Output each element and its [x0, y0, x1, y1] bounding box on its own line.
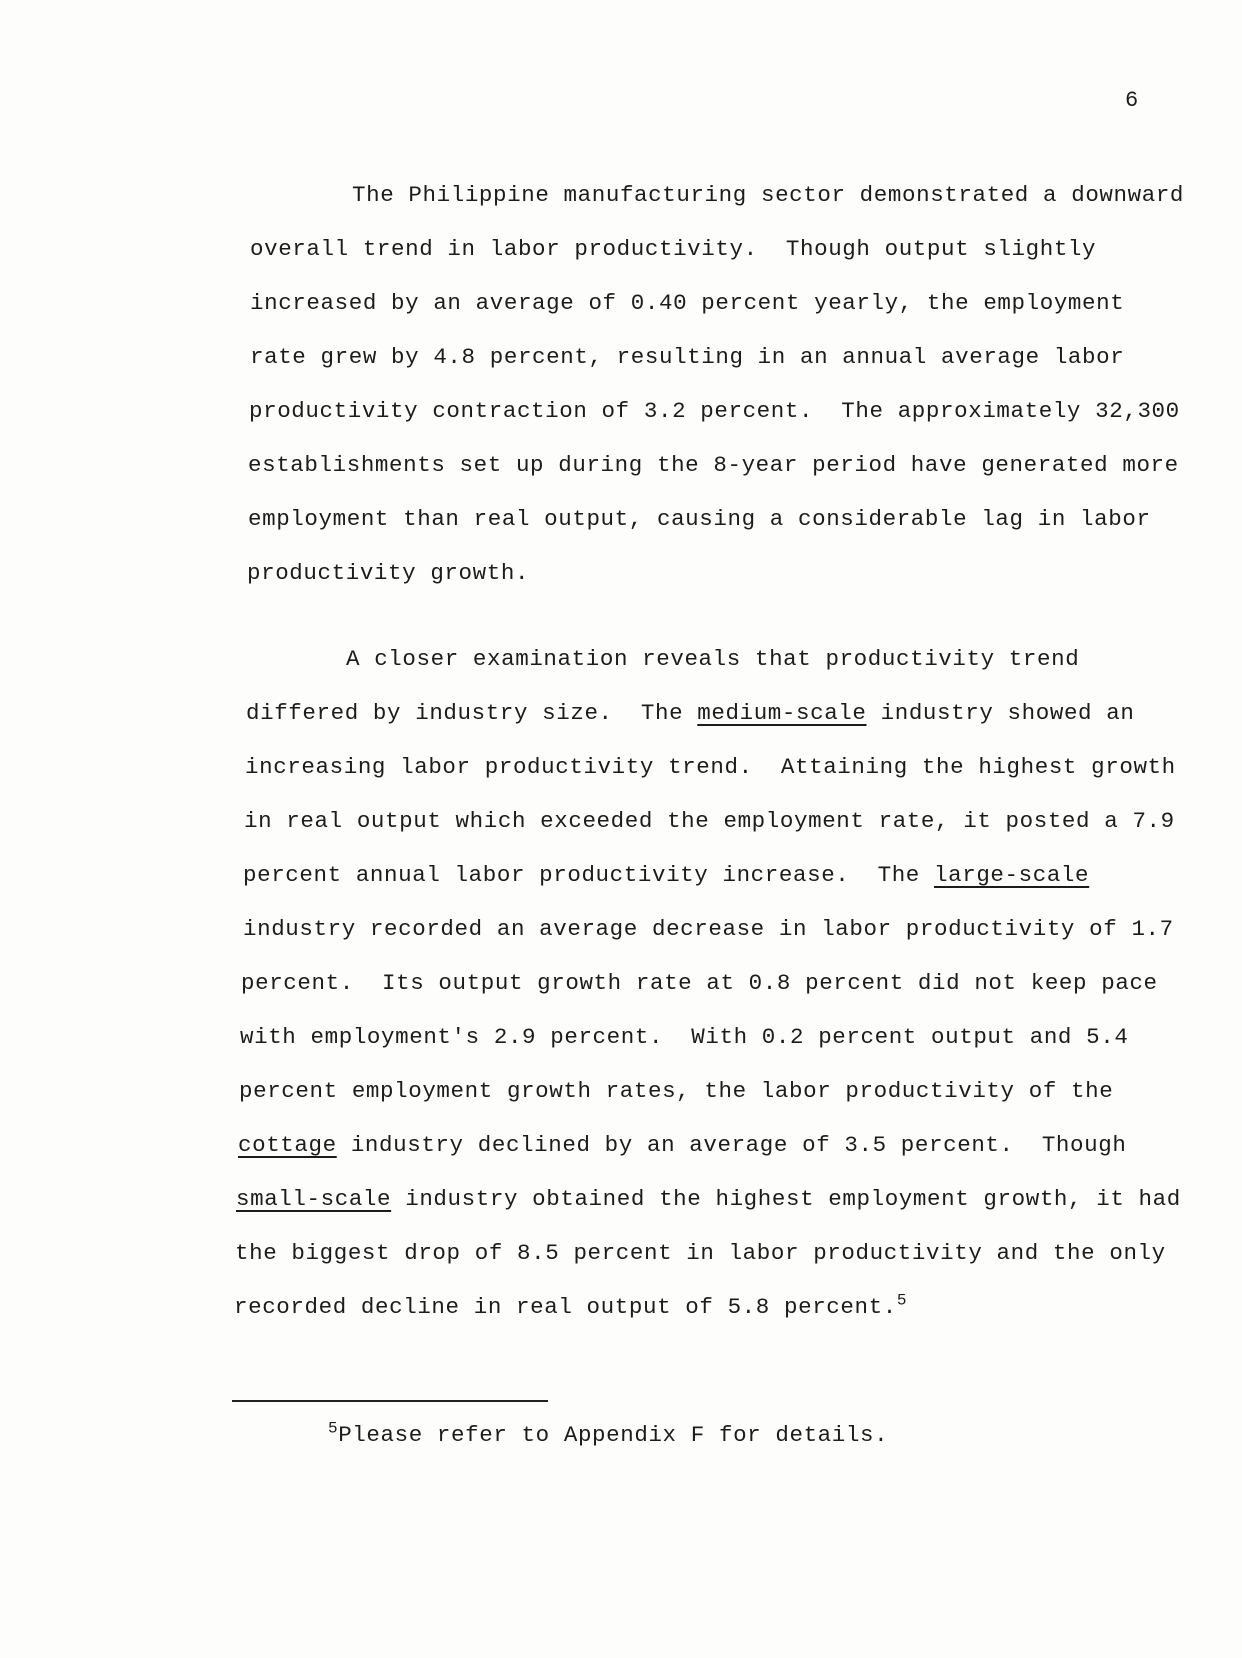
paragraph-2-line: percent annual labor productivity increase. The large-scale: [243, 862, 1090, 888]
paragraph-2-line: recorded decline in real output of 5.8 percent.$^5$: [234, 1291, 908, 1320]
paragraph-1-line: employment than real output, causing a considerable lag in labor: [248, 506, 1151, 532]
paragraph-1-line: productivity contraction of 3.2 percent. The approximately 32,300: [249, 398, 1180, 424]
underlined-term-cottage: cottage: [238, 1132, 337, 1158]
paragraph-2-line: industry recorded an average decrease in labor productivity of 1.7: [243, 916, 1174, 942]
underlined-term-small-scale: small-scale: [236, 1186, 392, 1212]
paragraph-2-line: percent. Its output growth rate at 0.8 percent did not keep pace: [241, 970, 1158, 996]
footnote-reference: 5: [896, 1291, 908, 1310]
paragraph-1-line: productivity growth.: [247, 560, 530, 586]
footnote: [328, 1419, 889, 1448]
underlined-term-large-scale: large-scale: [934, 862, 1090, 888]
footnote-text: Please refer to Appendix F for details.: [338, 1422, 889, 1448]
paragraph-1-line: rate grew by 4.8 percent, resulting in an annual average labor: [250, 344, 1125, 370]
paragraph-2-line: A closer examination reveals that productivity trend: [346, 646, 1080, 672]
paragraph-1-line: overall trend in labor productivity. Though output slightly: [250, 236, 1097, 262]
footnote-divider: [232, 1400, 548, 1402]
paragraph-2-line: differed by industry size. The medium-scale industry showed an: [246, 700, 1135, 726]
paragraph-2-line: increasing labor productivity trend. Attaining the highest growth: [245, 754, 1176, 780]
paragraph-2-line: the biggest drop of 8.5 percent in labor productivity and the only: [235, 1240, 1166, 1266]
paragraph-1-line: establishments set up during the 8-year period have generated more: [248, 452, 1179, 478]
paragraph-2-line: in real output which exceeded the employment rate, it posted a 7.9: [244, 808, 1175, 834]
footnote-marker: 5: [328, 1419, 339, 1438]
paragraph-2-line: with employment's 2.9 percent. With 0.2 percent output and 5.4: [240, 1024, 1129, 1050]
paragraph-1-line: increased by an average of 0.40 percent yearly, the employment: [250, 290, 1125, 316]
paragraph-2-line: small-scale industry obtained the highest employment growth, it had: [236, 1186, 1181, 1212]
underlined-term-medium-scale: medium-scale: [697, 700, 867, 726]
page-number: 6: [1125, 88, 1139, 113]
paragraph-1-line: The Philippine manufacturing sector demonstrated a downward: [352, 182, 1185, 208]
paragraph-2-line: percent employment growth rates, the labor productivity of the: [239, 1078, 1114, 1104]
paragraph-2-line: cottage industry declined by an average of 3.5 percent. Though: [238, 1132, 1127, 1158]
